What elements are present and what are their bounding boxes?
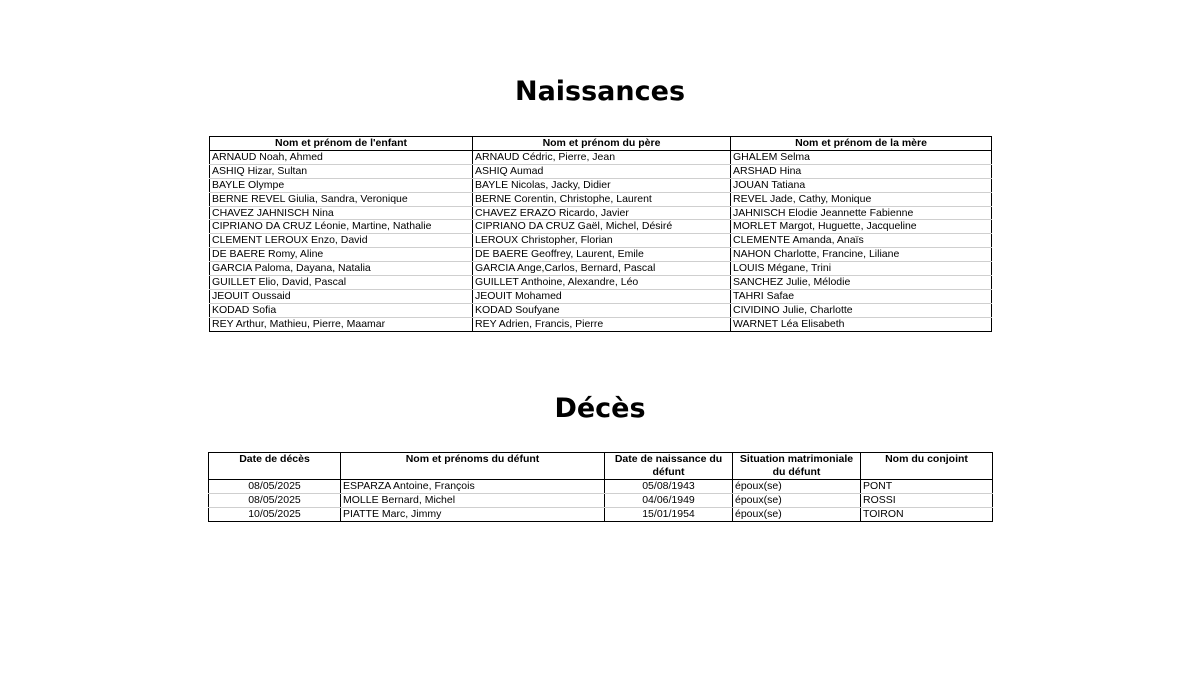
father-name: GUILLET Anthoine, Alexandre, Léo <box>473 276 731 290</box>
child-name: DE BAERE Romy, Aline <box>210 248 473 262</box>
table-row <box>210 192 992 206</box>
births-header-row <box>210 137 992 151</box>
father-name: ARNAUD Cédric, Pierre, Jean <box>473 151 731 165</box>
table-row <box>210 317 992 331</box>
deaths-header-row <box>209 453 993 480</box>
child-name: CIPRIANO DA CRUZ Léonie, Martine, Nathalie <box>210 220 473 234</box>
deceased-name: MOLLE Bernard, Michel <box>341 493 605 507</box>
table-row <box>210 220 992 234</box>
table-row <box>210 248 992 262</box>
child-name: GUILLET Elio, David, Pascal <box>210 276 473 290</box>
child-name: CLEMENT LEROUX Enzo, David <box>210 234 473 248</box>
child-name: BAYLE Olympe <box>210 178 473 192</box>
table-row <box>210 262 992 276</box>
table-row <box>210 289 992 303</box>
father-name: BAYLE Nicolas, Jacky, Didier <box>473 178 731 192</box>
child-name: ARNAUD Noah, Ahmed <box>210 151 473 165</box>
mother-name: JOUAN Tatiana <box>731 178 992 192</box>
table-row <box>210 206 992 220</box>
header-mother-name: Nom et prénom de la mère <box>731 137 992 151</box>
marital-status: époux(se) <box>733 507 861 521</box>
father-name: ASHIQ Aumad <box>473 164 731 178</box>
marital-status: époux(se) <box>733 493 861 507</box>
spouse-name: PONT <box>861 480 993 494</box>
child-name: BERNE REVEL Giulia, Sandra, Veronique <box>210 192 473 206</box>
mother-name: ARSHAD Hina <box>731 164 992 178</box>
births-table <box>209 136 992 332</box>
deaths-table <box>208 452 993 522</box>
deaths-title: Décès <box>554 393 646 424</box>
births-title: Naissances <box>514 76 686 107</box>
child-name: GARCIA Paloma, Dayana, Natalia <box>210 262 473 276</box>
father-name: BERNE Corentin, Christophe, Laurent <box>473 192 731 206</box>
marital-status: époux(se) <box>733 480 861 494</box>
birth-date: 05/08/1943 <box>605 480 733 494</box>
birth-date: 15/01/1954 <box>605 507 733 521</box>
child-name: ASHIQ Hizar, Sultan <box>210 164 473 178</box>
mother-name: LOUIS Mégane, Trini <box>731 262 992 276</box>
header-marital-status: Situation matrimoniale du défunt <box>733 453 861 480</box>
header-birth-date: Date de naissance du défunt <box>605 453 733 480</box>
deceased-name: ESPARZA Antoine, François <box>341 480 605 494</box>
mother-name: SANCHEZ Julie, Mélodie <box>731 276 992 290</box>
table-row <box>210 164 992 178</box>
mother-name: WARNET Léa Elisabeth <box>731 317 992 331</box>
father-name: DE BAERE Geoffrey, Laurent, Emile <box>473 248 731 262</box>
mother-name: CIVIDINO Julie, Charlotte <box>731 303 992 317</box>
mother-name: NAHON Charlotte, Francine, Liliane <box>731 248 992 262</box>
mother-name: TAHRI Safae <box>731 289 992 303</box>
father-name: CIPRIANO DA CRUZ Gaël, Michel, Désiré <box>473 220 731 234</box>
header-deceased-name: Nom et prénoms du défunt <box>341 453 605 480</box>
table-row <box>210 234 992 248</box>
header-death-date: Date de décès <box>209 453 341 480</box>
father-name: KODAD Soufyane <box>473 303 731 317</box>
child-name: KODAD Sofia <box>210 303 473 317</box>
table-row <box>209 480 993 494</box>
birth-date: 04/06/1949 <box>605 493 733 507</box>
child-name: CHAVEZ JAHNISCH Nina <box>210 206 473 220</box>
father-name: JEOUIT Mohamed <box>473 289 731 303</box>
death-date: 08/05/2025 <box>209 480 341 494</box>
table-row <box>210 178 992 192</box>
mother-name: MORLET Margot, Huguette, Jacqueline <box>731 220 992 234</box>
father-name: GARCIA Ange,Carlos, Bernard, Pascal <box>473 262 731 276</box>
mother-name: GHALEM Selma <box>731 151 992 165</box>
mother-name: CLEMENTE Amanda, Anaïs <box>731 234 992 248</box>
table-row <box>209 507 993 521</box>
father-name: CHAVEZ ERAZO Ricardo, Javier <box>473 206 731 220</box>
father-name: REY Adrien, Francis, Pierre <box>473 317 731 331</box>
table-row <box>210 151 992 165</box>
table-row <box>210 276 992 290</box>
table-row <box>210 303 992 317</box>
death-date: 10/05/2025 <box>209 507 341 521</box>
deceased-name: PIATTE Marc, Jimmy <box>341 507 605 521</box>
spouse-name: ROSSI <box>861 493 993 507</box>
spouse-name: TOIRON <box>861 507 993 521</box>
header-father-name: Nom et prénom du père <box>473 137 731 151</box>
mother-name: REVEL Jade, Cathy, Monique <box>731 192 992 206</box>
father-name: LEROUX Christopher, Florian <box>473 234 731 248</box>
child-name: REY Arthur, Mathieu, Pierre, Maamar <box>210 317 473 331</box>
mother-name: JAHNISCH Elodie Jeannette Fabienne <box>731 206 992 220</box>
header-spouse-name: Nom du conjoint <box>861 453 993 480</box>
header-child-name: Nom et prénom de l'enfant <box>210 137 473 151</box>
death-date: 08/05/2025 <box>209 493 341 507</box>
child-name: JEOUIT Oussaid <box>210 289 473 303</box>
table-row <box>209 493 993 507</box>
